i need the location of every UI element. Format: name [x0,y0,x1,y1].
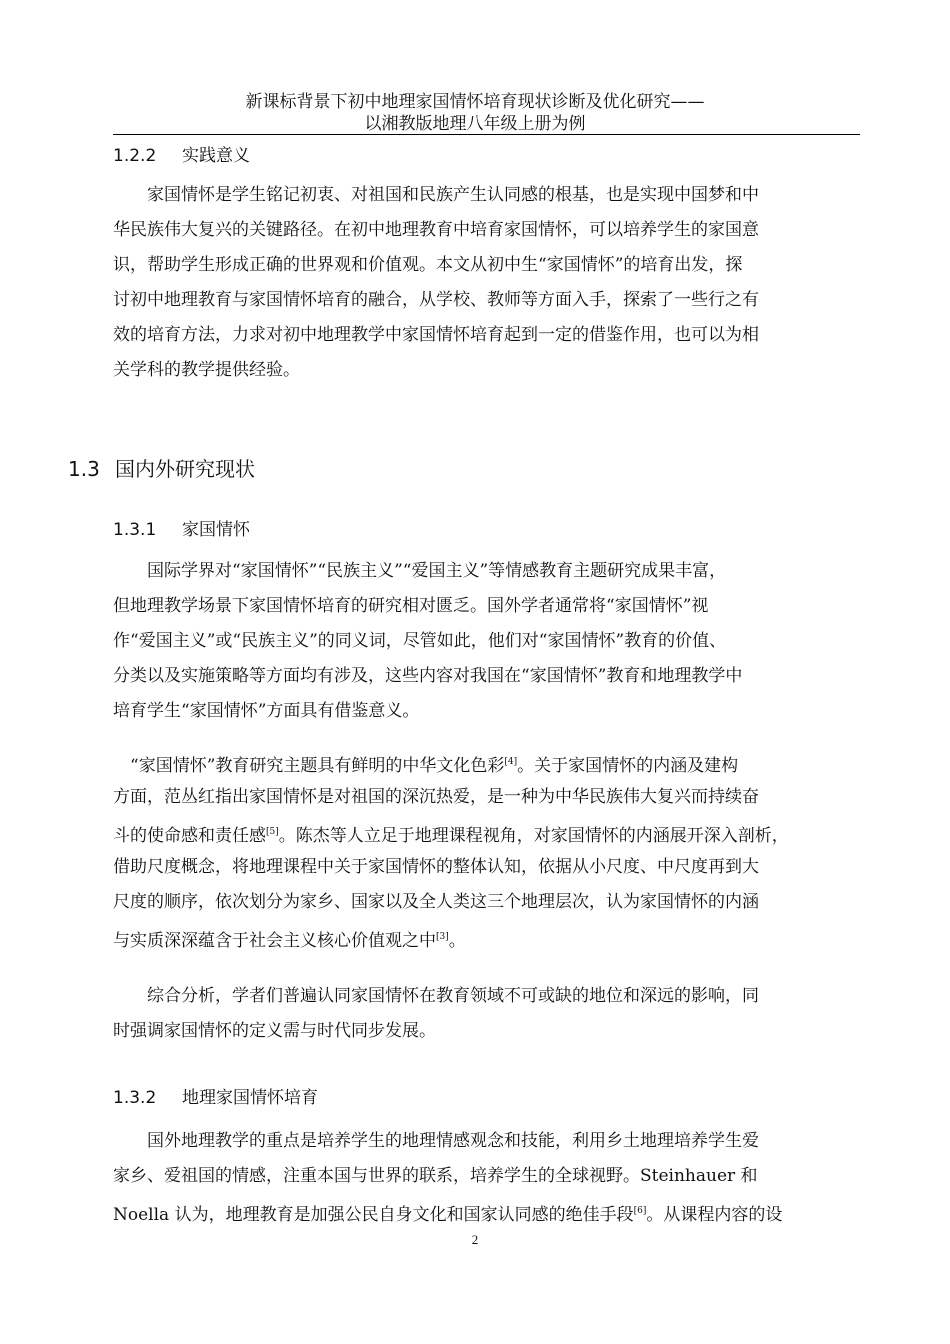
section-title: 国内外研究现状 [115,457,255,481]
text-line [113,815,873,850]
section-title: 家国情怀 [182,520,250,540]
text-line [113,920,873,955]
text-line [113,1194,873,1229]
section-title: 实践意义 [182,146,250,166]
text-line: 分类以及实施策略等方面均有涉及，这些内容对我国在“家国情怀”教育和地理教学中 [113,666,743,686]
text-line: 讨初中地理教育与家国情怀培育的融合，从学校、教师等方面入手，探索了一些行之有 [113,290,759,310]
section-heading-1-3-1 [113,515,250,540]
header-rule [113,134,860,135]
text-line: 但地理教学场景下家国情怀培育的研究相对匮乏。国外学者通常将“家国情怀”视 [113,596,709,616]
text-line: 方面，范丛红指出家国情怀是对祖国的深沉热爱，是一种为中华民族伟大复兴而持续奋 [113,787,759,807]
page-number: 2 [471,1232,479,1247]
paragraph-summary [113,979,873,1049]
text-line: 华民族伟大复兴的关键路径。在初中地理教育中培育家国情怀，可以培养学生的家国意 [113,220,759,240]
section-number: 1.3.2 [113,1088,157,1108]
line-text: 。关于家国情怀的内涵及建构 [517,756,739,776]
running-header-line-1: 新课标背景下初中地理家国情怀培育现状诊断及优化研究—— [245,92,705,112]
paragraph-practical-significance [113,178,873,388]
section-number: 1.3.1 [113,520,157,540]
section-number: 1.2.2 [113,146,157,166]
paragraph-international-research [113,554,873,729]
section-number: 1.3 [68,457,100,481]
text-line: 国外地理教学的重点是培养学生的地理情感观念和技能，利用乡土地理培养学生爱 [113,1131,759,1151]
text-line: 时强调家国情怀的定义需与时代同步发展。 [113,1021,436,1041]
text-line: 培育学生“家国情怀”方面具有借鉴意义。 [113,701,420,721]
citation-4: [4] [504,757,518,767]
line-text: “家国情怀”教育研究主题具有鲜明的中华文化色彩 [113,756,505,776]
line-text: 斗的使命感和责任感 [113,826,266,846]
citation-5: [5] [266,827,279,837]
section-heading-1-3-2 [113,1083,318,1108]
text-line: 综合分析，学者们普遍认同家国情怀在教育领域不可或缺的地位和深远的影响，同 [113,986,759,1006]
section-heading-1-3 [68,453,255,482]
line-text: 。 [448,931,466,951]
text-line: 关学科的教学提供经验。 [113,360,300,380]
text-line: 国际学界对“家国情怀”“民族主义”“爱国主义”等情感教育主题研究成果丰富， [113,561,727,581]
line-text: 与实质深深蕴含于社会主义核心价值观之中 [113,931,436,951]
text-line: 效的培育方法，力求对初中地理教学中家国情怀培育起到一定的借鉴作用，也可以为相 [113,325,759,345]
text-line: 识，帮助学生形成正确的世界观和价值观。本文从初中生“家国情怀”的培育出发，探 [113,255,743,275]
paragraph-geography-education [113,1124,873,1229]
line-text: 。陈杰等人立足于地理课程视角，对家国情怀的内涵展开深入剖析， [278,826,789,846]
text-line: 尺度的顺序，依次划分为家乡、国家以及全人类这三个地理层次，认为家国情怀的内涵 [113,892,759,912]
section-heading-1-2-2 [113,141,250,166]
running-header-line-2: 以湘教版地理八年级上册为例 [364,114,586,134]
text-line: 家国情怀是学生铭记初衷、对祖国和民族产生认同感的根基，也是实现中国梦和中 [113,185,759,205]
text-line: 借助尺度概念，将地理课程中关于家国情怀的整体认知，依据从小尺度、中尺度再到大 [113,857,759,877]
text-line [113,745,873,780]
citation-6: [6] [633,1206,647,1216]
text-line: 家乡、爱祖国的情感，注重本国与世界的联系，培养学生的全球视野。Steinhauer 和 [113,1166,758,1186]
paragraph-domestic-research [113,745,873,955]
line-text: Noella 认为，地理教育是加强公民自身文化和国家认同感的绝佳手段 [113,1205,634,1225]
text-line: 作“爱国主义”或“民族主义”的同义词，尽管如此，他们对“家国情怀”教育的价值、 [113,631,727,651]
citation-3: [3] [436,932,449,942]
section-title: 地理家国情怀培育 [182,1088,318,1108]
line-text: 。从课程内容的设 [646,1205,783,1225]
